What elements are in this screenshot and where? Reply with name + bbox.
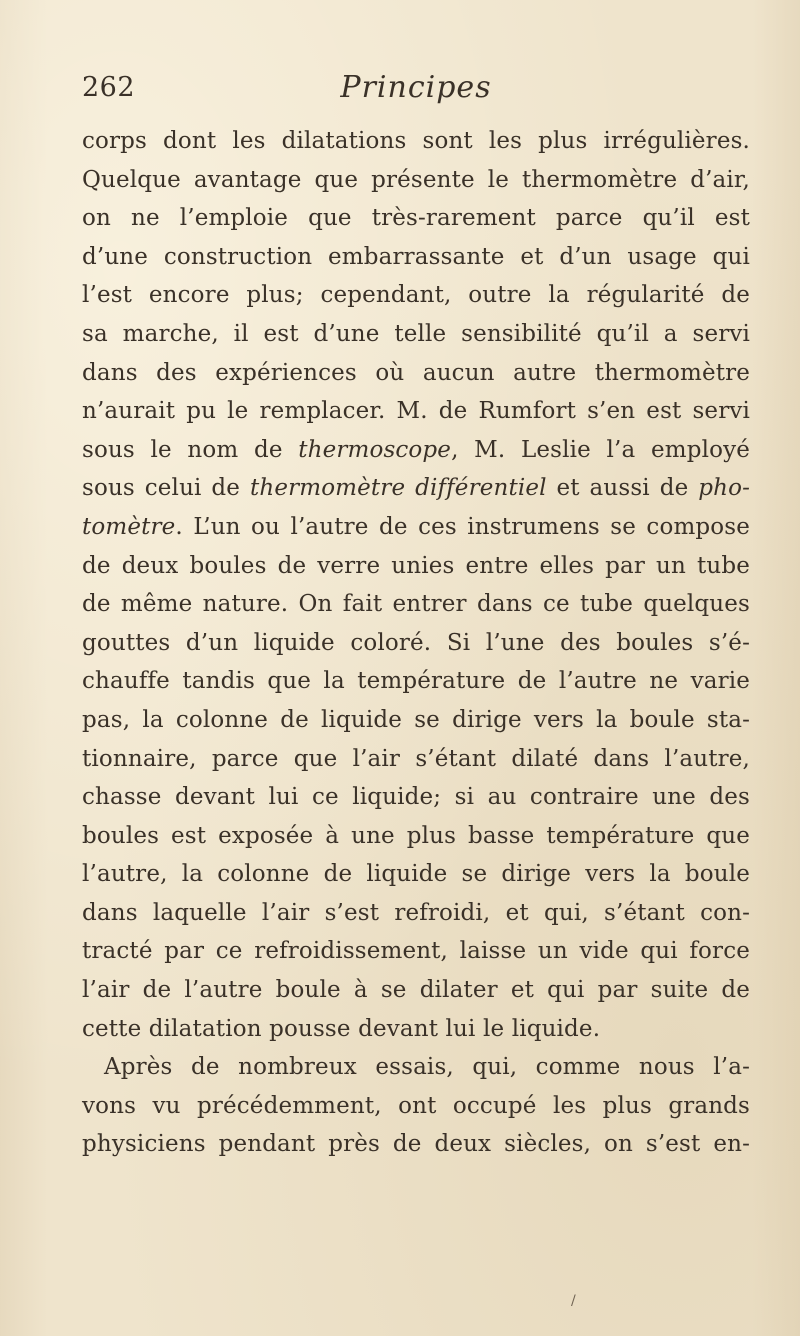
text-line-19: boules est exposée à une plus basse température que	[82, 822, 750, 849]
text-line-13: de même nature. On fait entrer dans ce tube quelques	[82, 591, 750, 618]
italic-term-photometre-end: tomètre	[82, 513, 176, 540]
text-line-4: d’une construction embarrassante et d’un usage qui	[82, 243, 750, 270]
text-line-9: sous le nom de thermoscope, M. Leslie l’a employé	[82, 436, 750, 463]
running-title: Principes	[340, 70, 492, 105]
text-line-15: chauffe tandis que la température de l’autre ne varie	[82, 668, 750, 695]
text-line-18: chasse devant lui ce liquide; si au contraire une des	[82, 784, 750, 811]
text-line-20: l’autre, la colonne de liquide se dirige vers la boule	[82, 861, 750, 888]
text-line-14: gouttes d’un liquide coloré. Si l’une des boules s’é-	[82, 629, 750, 656]
text-line-8: n’aurait pu le remplacer. M. de Rumfort s’en est servi	[82, 398, 750, 425]
text-line-21: dans laquelle l’air s’est refroidi, et qui, s’étant con-	[82, 899, 750, 926]
text-line-16: pas, la colonne de liquide se dirige vers la boule sta-	[82, 706, 750, 733]
page-number: 262	[82, 72, 136, 103]
text-line-25: Après de nombreux essais, qui, comme nous l’a-	[104, 1054, 750, 1081]
text-line-23: l’air de l’autre boule à se dilater et qui par suite de	[82, 977, 750, 1004]
text-line-10: sous celui de thermomètre différentiel et aussi de pho-	[82, 475, 750, 502]
text-line-22: tracté par ce refroidissement, laisse un vide qui force	[82, 938, 750, 965]
stray-ink-mark: /	[571, 1293, 576, 1309]
text-line-27: physiciens pendant près de deux siècles, on s’est en-	[82, 1131, 750, 1158]
text-line-1: corps dont les dilatations sont les plus irrégulières.	[82, 128, 750, 154]
text-line-11: tomètre. L’un ou l’autre de ces instrumens se compose	[82, 513, 750, 540]
text-line-24: cette dilatation pousse devant lui le liquide.	[82, 1015, 601, 1042]
running-head	[82, 62, 750, 112]
italic-term-photometre-start: pho-	[698, 475, 750, 502]
italic-term-thermometre-differentiel: thermomètre différentiel	[249, 475, 547, 502]
book-page	[82, 62, 750, 1164]
text-line-5: l’est encore plus; cependant, outre la régularité de	[82, 282, 750, 309]
text-line-3: on ne l’emploie que très-rarement parce qu’il est	[82, 205, 750, 232]
text-line-2: Quelque avantage que présente le thermomètre d’air,	[82, 166, 750, 193]
body-text	[82, 122, 750, 1164]
text-line-26: vons vu précédemment, ont occupé les plus grands	[82, 1092, 750, 1119]
text-line-12: de deux boules de verre unies entre elles par un tube	[82, 552, 750, 579]
text-line-7: dans des expériences où aucun autre thermomètre	[82, 359, 750, 386]
text-line-17: tionnaire, parce que l’air s’étant dilaté dans l’autre,	[82, 745, 750, 772]
text-line-6: sa marche, il est d’une telle sensibilité qu’il a servi	[82, 320, 750, 347]
italic-term-thermoscope: thermoscope	[298, 436, 452, 463]
